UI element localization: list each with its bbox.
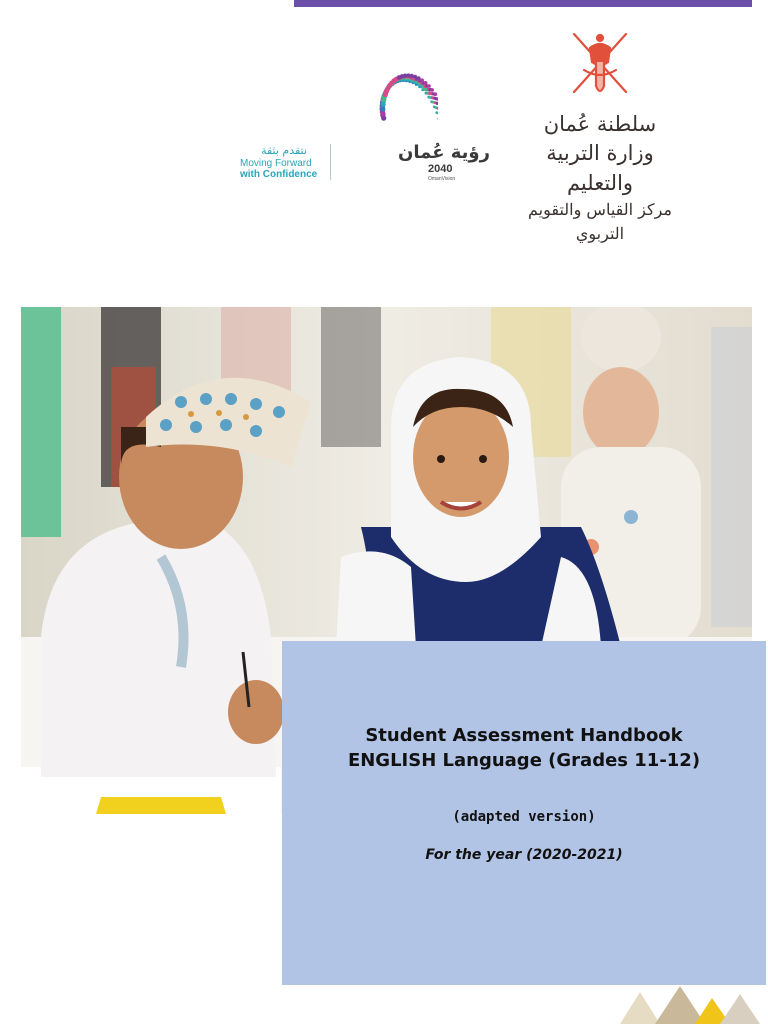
vision-name-arabic: رؤية عُمان bbox=[398, 142, 490, 163]
ministry-name-block bbox=[510, 110, 690, 246]
vision-swirl-dot bbox=[430, 88, 434, 92]
oman-vision-logo bbox=[238, 38, 490, 190]
vision-swirl-dot bbox=[434, 92, 438, 96]
ministry-line-sultanate: سلطنة عُمان bbox=[543, 112, 657, 136]
vision-swirl-dot bbox=[424, 81, 428, 85]
vision-year: 2040 bbox=[428, 163, 453, 175]
vision-swirl-dot bbox=[417, 76, 421, 80]
vision-slogan-line1: Moving Forward bbox=[240, 158, 312, 169]
vision-divider bbox=[330, 144, 331, 180]
vision-swirl-dot bbox=[427, 84, 431, 88]
vision-slogan-arabic: نتقدم بثقة bbox=[261, 144, 307, 157]
document-title bbox=[282, 723, 766, 773]
ministry-line-center: مركز القياس والتقويم التربوي bbox=[528, 200, 672, 243]
ministry-line-ministry: وزارة التربية والتعليم bbox=[546, 141, 654, 195]
title-line-handbook: Student Assessment Handbook bbox=[365, 725, 683, 746]
vision-swirl-dot bbox=[410, 74, 414, 78]
top-accent-bar bbox=[294, 0, 752, 7]
vision-slogan-line2: with Confidence bbox=[240, 169, 318, 180]
oman-khanjar-emblem-icon bbox=[560, 28, 640, 100]
title-box bbox=[282, 641, 766, 985]
adapted-version-label: (adapted version) bbox=[452, 809, 596, 825]
vision-swirl-dot bbox=[413, 75, 417, 79]
vision-sub-label: OmanVision bbox=[428, 176, 456, 182]
title-line-subject: ENGLISH Language (Grades 11-12) bbox=[347, 750, 701, 771]
vision-swirl-dot bbox=[420, 78, 424, 82]
academic-year-label: For the year (2020-2021) bbox=[425, 847, 623, 863]
corner-decoration-icon bbox=[600, 984, 768, 1024]
vision-slogan-english bbox=[240, 158, 332, 180]
vision-swirl-dot bbox=[437, 118, 438, 121]
